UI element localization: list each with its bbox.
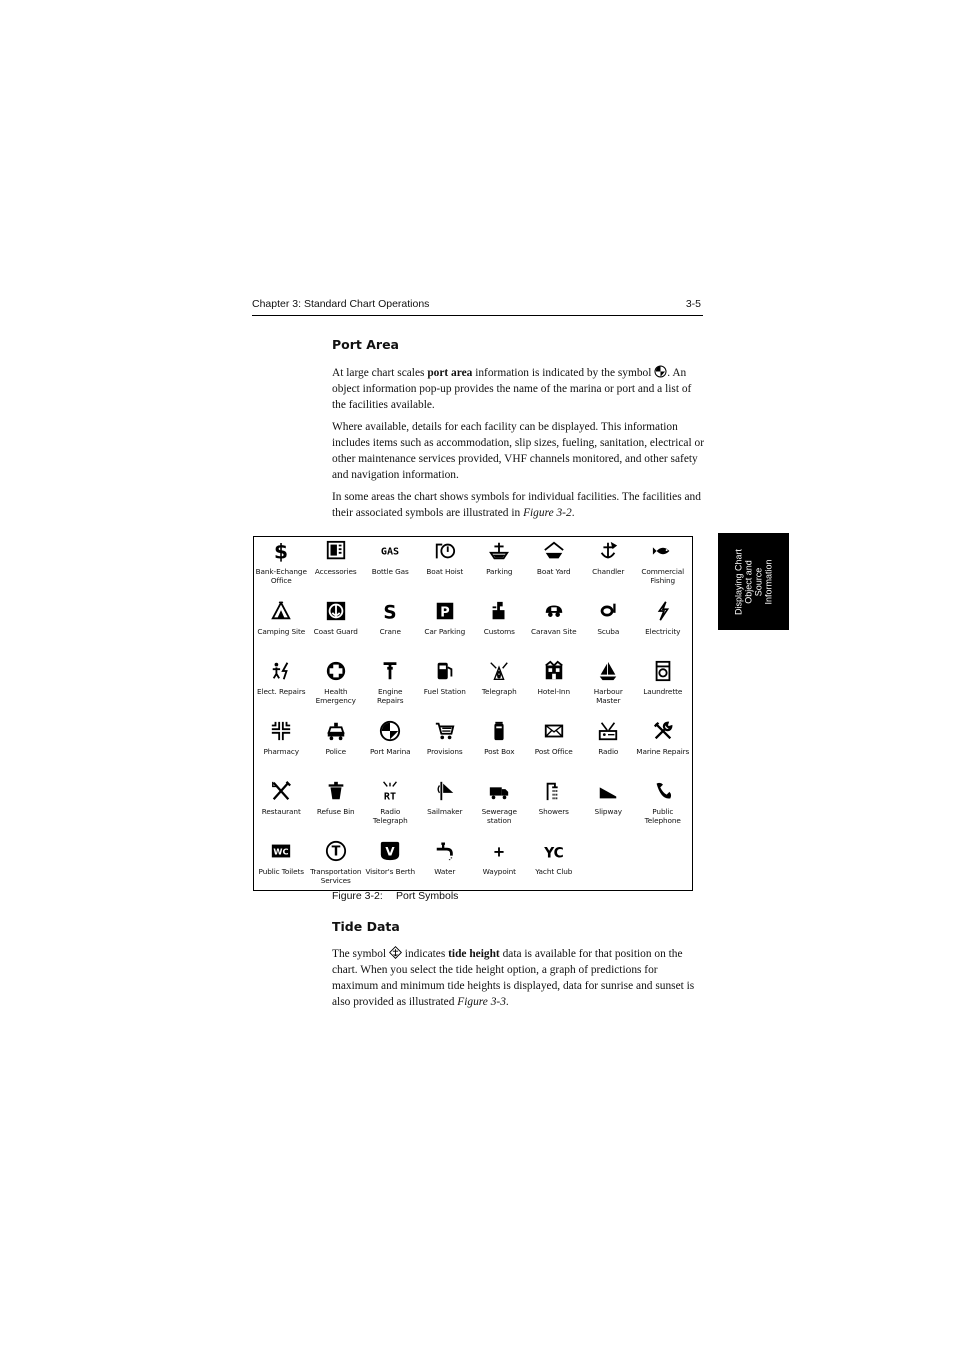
elect-repairs-icon [254, 660, 309, 682]
symbol-cell [472, 840, 527, 900]
symbol-cell [418, 720, 473, 780]
visitors-berth-icon [363, 840, 418, 862]
symbol-cell [254, 840, 309, 900]
symbol-cell [254, 780, 309, 840]
svg-text:GAS: GAS [381, 546, 400, 558]
symbol-cell [418, 660, 473, 720]
section-title-tide-data: Tide Data [332, 919, 400, 934]
svg-text:WC: WC [273, 846, 289, 857]
symbol-label: Transportation Services [310, 867, 362, 886]
symbol-label: Laundrette [643, 687, 683, 696]
symbol-cell [472, 600, 527, 660]
symbol-label: Engine Repairs [377, 687, 404, 706]
symbol-label: Public Toilets [258, 867, 304, 876]
crane-icon [363, 600, 418, 622]
figure-caption [332, 890, 458, 902]
symbol-cell [309, 720, 364, 780]
side-tab-line: Object and Source [743, 559, 764, 604]
symbol-cell [418, 600, 473, 660]
symbol-label: Boat Hoist [426, 567, 464, 576]
svg-text:YC: YC [543, 845, 564, 862]
radio-icon [581, 720, 636, 742]
symbol-label: Pharmacy [263, 747, 299, 756]
sewerage-icon [472, 780, 527, 802]
symbol-label: Coast Guard [313, 627, 358, 636]
symbol-label: Caravan Site [530, 627, 577, 636]
svg-text:T: T [331, 844, 341, 860]
paragraph: The symbol indicates tide height data is available for that position on the chart. When you select the tide height option, a graph of predictions for maximum and minimum tide heights is displayed, data for sunrise and sunset is also provided as illustrated Figure 3-3. [332, 948, 695, 1008]
symbol-cell [309, 780, 364, 840]
tide-height-icon [389, 946, 402, 959]
port-marina-icon [654, 365, 667, 378]
plus-icon [472, 840, 527, 862]
cart-icon [418, 720, 473, 742]
symbol-label: Port Marina [369, 747, 411, 756]
symbol-label: Showers [538, 807, 569, 816]
port-marina-icon [363, 720, 418, 742]
tide-data-text [332, 946, 704, 1016]
chandler-icon [581, 540, 636, 562]
symbol-label: Accessories [314, 567, 357, 576]
tent-icon [254, 600, 309, 622]
telegraph-icon [472, 660, 527, 682]
symbol-label: Boat Yard [536, 567, 571, 576]
symbol-label: Sewerage station [481, 807, 517, 826]
paragraph: Where available, details for each facility can be displayed. This information includes items such as accommodation, slip sizes, fueling, sanitation, electrical or other maintenance services provided, VHF channels monitored, and other safety and navigation information. [332, 421, 704, 481]
paragraph: In some areas the chart shows symbols for individual facilities. The facilities and their associated symbols are illustrated in Figure 3-2. [332, 491, 701, 519]
symbol-label: Bottle Gas [371, 567, 409, 576]
symbol-label: Fuel Station [423, 687, 466, 696]
boat-yard-icon [527, 540, 582, 562]
symbol-label: Yacht Club [535, 867, 573, 876]
paragraph: At large chart scales port area information is indicated by the symbol . An object information pop-up provides the name of the marina or port and a list of the facilities available. [332, 367, 692, 411]
symbol-label: Health Emergency [315, 687, 356, 706]
engine-icon [363, 660, 418, 682]
port-symbols-figure [253, 536, 693, 891]
fork-knife-icon [254, 780, 309, 802]
symbol-label: Bank-Echange Office [255, 567, 307, 586]
svg-text:S: S [383, 602, 397, 622]
tools-icon [636, 720, 691, 742]
svg-text:P: P [440, 605, 450, 621]
symbol-cell [254, 720, 309, 780]
svg-text:V: V [385, 844, 395, 859]
symbol-cell [636, 540, 691, 600]
symbol-cell [581, 780, 636, 840]
symbol-cell [472, 660, 527, 720]
symbol-label: Visitor's Berth [365, 867, 416, 876]
symbol-cell [418, 780, 473, 840]
section-title-port-area: Port Area [332, 337, 399, 352]
bin-icon [309, 780, 364, 802]
symbol-label: Radio [598, 747, 619, 756]
symbol-label: Parking [486, 567, 513, 576]
sail-icon [418, 780, 473, 802]
symbol-label: Electricity [645, 627, 681, 636]
symbol-label: Police [325, 747, 347, 756]
symbol-cell [363, 720, 418, 780]
symbol-label: Marine Repairs [636, 747, 690, 756]
lightning-icon [636, 600, 691, 622]
symbol-label: Camping Site [257, 627, 306, 636]
boat-hoist-icon [418, 540, 473, 562]
shower-icon [527, 780, 582, 802]
symbol-cell [472, 540, 527, 600]
svg-text:RT: RT [384, 791, 397, 802]
symbol-label: Harbour Master [593, 687, 623, 706]
tap-icon [418, 840, 473, 862]
symbol-cell [363, 780, 418, 840]
radio-telegraph-icon [363, 780, 418, 802]
symbol-label: Commercial Fishing [641, 567, 685, 586]
hotel-icon [527, 660, 582, 682]
symbol-cell [527, 600, 582, 660]
symbol-label: Chandler [592, 567, 625, 576]
gas-icon [363, 540, 418, 562]
symbol-cell [309, 540, 364, 600]
symbol-cell [418, 540, 473, 600]
symbol-cell [527, 660, 582, 720]
harbour-master-icon [581, 660, 636, 682]
svg-text:$: $ [274, 540, 289, 562]
symbol-cell [581, 660, 636, 720]
chapter-title: Chapter 3: Standard Chart Operations [252, 298, 430, 310]
symbol-cell [309, 600, 364, 660]
symbol-label: Refuse Bin [316, 807, 355, 816]
health-cross-icon [309, 660, 364, 682]
laundrette-icon [636, 660, 691, 682]
pharmacy-icon [254, 720, 309, 742]
symbol-label: Telegraph [481, 687, 517, 696]
parking-icon [472, 540, 527, 562]
symbol-cell [636, 780, 691, 840]
figure-title: Port Symbols [396, 890, 459, 902]
symbol-label: Slipway [594, 807, 622, 816]
accessories-icon [309, 540, 364, 562]
chapter-side-tab [718, 533, 789, 630]
symbol-cell [581, 540, 636, 600]
symbol-cell [472, 780, 527, 840]
telephone-icon [636, 780, 691, 802]
symbol-label: Car Parking [424, 627, 466, 636]
fuel-pump-icon [418, 660, 473, 682]
figure-number: Figure 3-2: [332, 890, 383, 902]
envelope-icon [527, 720, 582, 742]
symbol-cell [527, 720, 582, 780]
symbol-grid [254, 540, 692, 900]
symbol-cell [254, 660, 309, 720]
symbol-cell [254, 600, 309, 660]
transport-icon [309, 840, 364, 862]
running-header [252, 296, 703, 316]
symbol-label: Crane [379, 627, 401, 636]
symbol-cell [581, 600, 636, 660]
symbol-cell [363, 540, 418, 600]
symbol-cell [527, 540, 582, 600]
caravan-icon [527, 600, 582, 622]
symbol-label: Waypoint [482, 867, 516, 876]
symbol-cell [363, 600, 418, 660]
symbol-cell [254, 540, 309, 600]
symbol-cell [636, 720, 691, 780]
symbol-cell [527, 840, 582, 900]
symbol-label: Restaurant [261, 807, 301, 816]
car-parking-icon [418, 600, 473, 622]
dollar-icon [254, 540, 309, 562]
port-area-text [332, 365, 704, 527]
symbol-label: Sailmaker [427, 807, 463, 816]
symbol-cell [363, 660, 418, 720]
symbol-cell [636, 660, 691, 720]
symbol-label: Post Box [484, 747, 515, 756]
side-tab-line: Information [763, 558, 774, 605]
coast-guard-icon [309, 600, 364, 622]
yc-icon [527, 840, 582, 862]
symbol-label: Post Office [534, 747, 573, 756]
symbol-label: Radio Telegraph [372, 807, 408, 826]
symbol-label: Provisions [426, 747, 463, 756]
symbol-label: Water [434, 867, 456, 876]
police-car-icon [309, 720, 364, 742]
symbol-label: Public Telephone [644, 807, 681, 826]
symbol-label: Customs [483, 627, 515, 636]
symbol-cell [527, 780, 582, 840]
wc-icon [254, 840, 309, 862]
symbol-cell [636, 600, 691, 660]
scuba-icon [581, 600, 636, 622]
post-box-icon [472, 720, 527, 742]
page-number: 3-5 [685, 298, 701, 310]
symbol-cell [309, 660, 364, 720]
symbol-label: Elect. Repairs [257, 687, 306, 696]
symbol-label: Hotel-Inn [537, 687, 570, 696]
customs-icon [472, 600, 527, 622]
fish-icon [636, 540, 691, 562]
slipway-icon [581, 780, 636, 802]
symbol-cell [581, 720, 636, 780]
side-tab-line: Displaying Chart [733, 548, 744, 615]
symbol-label: Scuba [597, 627, 620, 636]
symbol-cell [472, 720, 527, 780]
